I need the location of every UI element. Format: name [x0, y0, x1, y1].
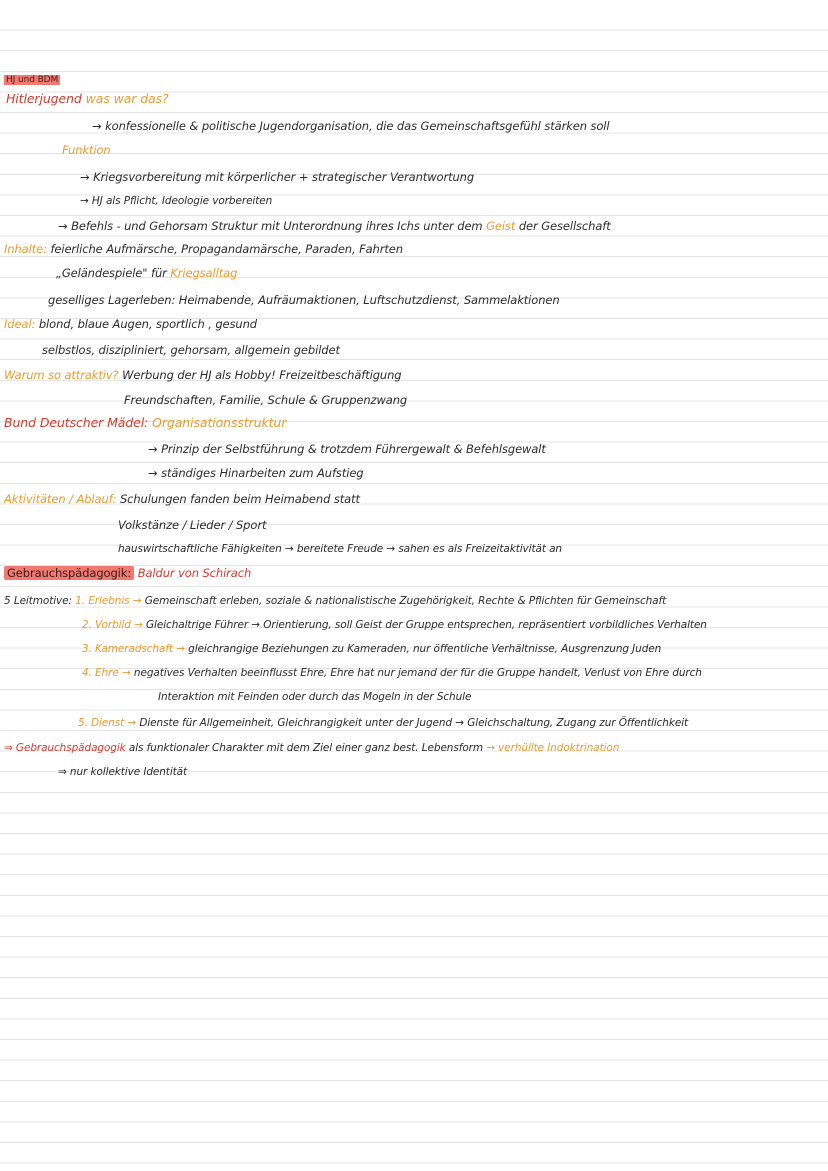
leitmotiv-4-cont: Interaktion mit Feinden oder durch das Mogeln in der Schule	[158, 691, 472, 703]
gebrauchspaedagogik-row	[4, 566, 251, 580]
definition: → konfessionelle & politische Jugendorganisation, die das Gemeinschaftsgefühl stärken soll	[92, 119, 610, 133]
bdm-label: Bund Deutscher Mädel:	[4, 415, 149, 430]
gebrauchspaedagogik-name: Baldur von Schirach	[137, 566, 252, 580]
ideal-label: Ideal:	[4, 317, 36, 331]
aktivitaeten-row-3: hauswirtschaftliche Fähigkeiten → bereitete Freude → sahen es als Freizeitaktivität an	[118, 543, 562, 555]
bdm-item-1: → Prinzip der Selbstführung & trotzdem Führergewalt & Befehlsgewalt	[148, 442, 546, 456]
warum-row-2: Freundschaften, Familie, Schule & Gruppenzwang	[124, 393, 408, 407]
title-row	[6, 92, 169, 106]
leitmotive-label: 5 Leitmotive:	[4, 595, 72, 607]
conclusion-1: ⇒ Gebrauchspädagogik als funktionaler Charakter mit dem Ziel einer ganz best. Lebensform → verhüllte Indoktrination	[4, 742, 620, 754]
inhalte-row-3: geselliges Lagerleben: Heimabende, Aufräumaktionen, Luftschutzdienst, Sammelaktionen	[48, 293, 560, 307]
aktivitaeten-label: Aktivitäten / Ablauf:	[4, 492, 117, 506]
funktion-item-2: → HJ als Pflicht, Ideologie vorbereiten	[80, 195, 273, 207]
funktion-item-1: → Kriegsvorbereitung mit körperlicher + strategischer Verantwortung	[80, 170, 475, 184]
leitmotiv-4: 4. Ehre → negatives Verhalten beeinflusst Ehre, Ehre hat nur jemand der für die Gruppe handelt, Verlust von Ehre durch	[82, 667, 702, 679]
conclusion-2: ⇒ nur kollektive Identität	[58, 766, 188, 778]
leitmotiv-3: 3. Kameradschaft → gleichrangige Beziehungen zu Kameraden, nur öffentliche Verhältnisse, Ausgrenzung Juden	[82, 643, 662, 655]
ideal-row-2: selbstlos, diszipliniert, gehorsam, allgemein gebildet	[42, 343, 340, 357]
heading-funktion: Funktion	[62, 143, 111, 157]
leitmotiv-5: 5. Dienst → Dienste für Allgemeinheit, Gleichrangigkeit unter der Jugend → Gleichschaltung, Zugang zur Öffentlichkeit	[78, 717, 689, 729]
warum-row-1: Warum so attraktiv? Werbung der HJ als Hobby! Freizeitbeschäftigung	[4, 368, 402, 382]
header-tag: HJ und BDM	[6, 75, 59, 85]
bdm-org: Organisationsstruktur	[152, 415, 287, 430]
funktion-item-3: → Befehls - und Gehorsam Struktur mit Unterordnung ihres Ichs unter dem Geist der Gesellschaft	[58, 219, 611, 233]
leitmotiv-2: 2. Vorbild → Gleichaltrige Führer → Orientierung, soll Geist der Gruppe entsprechen, repräsentiert vorbildliches Verhalten	[82, 619, 707, 631]
title: Hitlerjugend	[6, 91, 82, 106]
warum-label: Warum so attraktiv?	[4, 368, 119, 382]
inhalte-row-1: Inhalte: feierliche Aufmärsche, Propagandamärsche, Paraden, Fahrten	[4, 242, 403, 256]
leitmotiv-1: 5 Leitmotive: 1. Erlebnis → Gemeinschaft erleben, soziale & nationalistische Zugehörigkeit, Rechte & Pflichten für Gemeinschaft	[4, 595, 667, 607]
title-question: was war das?	[85, 91, 169, 106]
inhalte-row-2: „Geländespiele" für Kriegsalltag	[56, 266, 238, 280]
inhalte-label: Inhalte:	[4, 242, 47, 256]
aktivitaeten-row-2: Volkstänze / Lieder / Sport	[118, 518, 267, 532]
bdm-row	[4, 416, 286, 430]
gebrauchspaedagogik-label: Gebrauchspädagogik:	[4, 566, 134, 580]
bdm-item-2: → ständiges Hinarbeiten zum Aufstieg	[148, 466, 364, 480]
ideal-row-1: Ideal: blond, blaue Augen, sportlich , gesund	[4, 317, 257, 331]
aktivitaeten-row-1: Aktivitäten / Ablauf: Schulungen fanden beim Heimabend statt	[4, 492, 360, 506]
